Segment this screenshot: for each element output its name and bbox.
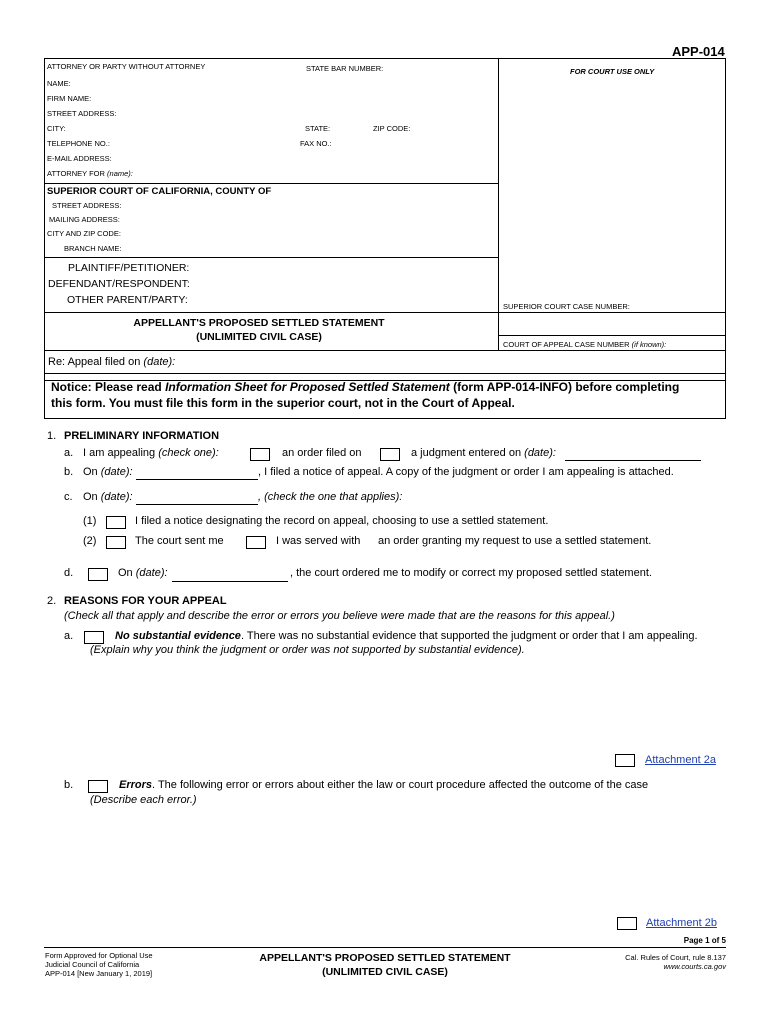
item-1c2-number: (2) — [83, 535, 97, 547]
item-1b-on — [83, 466, 133, 478]
judgment-entered-date-hint: (date): — [524, 447, 556, 459]
item-2b-letter: b. — [64, 779, 74, 791]
item-1c2-text: an order granting my request to use a settled statement. — [378, 535, 652, 547]
item-1d-on — [118, 567, 168, 579]
fax-label: FAX NO.: — [300, 139, 332, 148]
court-ordered-date-field[interactable] — [172, 581, 288, 582]
court-ordered-checkbox[interactable] — [88, 568, 108, 581]
footer-title-line1: APPELLANT'S PROPOSED SETTLED STATEMENT — [259, 952, 511, 964]
item-1b-text: , I filed a notice of appeal. A copy of the judgment or order I am appealing is attached. — [258, 466, 674, 478]
item-1a-letter: a. — [64, 447, 74, 459]
judgment-entered-checkbox[interactable] — [380, 448, 400, 461]
attachment-2b-checkbox[interactable] — [617, 917, 637, 930]
street-label: STREET ADDRESS: — [47, 109, 117, 118]
court-title: SUPERIOR COURT OF CALIFORNIA, COUNTY OF — [47, 186, 272, 197]
re-appeal-line — [48, 356, 175, 368]
item-1b-on-text: On — [83, 466, 98, 478]
state-bar-label: STATE BAR NUMBER: — [306, 64, 384, 73]
appeal-case-known: (if known): — [631, 340, 667, 349]
item-1c-on-text: On — [83, 491, 98, 503]
court-street-label: STREET ADDRESS: — [52, 201, 122, 210]
attachment-2b-link[interactable]: Attachment 2b — [646, 917, 717, 929]
case-number-separator — [498, 335, 726, 336]
item-1a-lead: I am appealing — [83, 447, 156, 459]
attorney-for-label — [47, 169, 133, 178]
item-2a-explain: (Explain why you think the judgment or order was not supported by substantial evidence). — [90, 644, 525, 656]
footer-title-line2: (UNLIMITED CIVIL CASE) — [322, 966, 448, 978]
item-1b-date-hint: (date): — [100, 466, 133, 478]
appeal-case-label — [503, 340, 666, 349]
re-appeal-separator — [44, 350, 726, 351]
item-2a-title: No substantial evidence — [115, 630, 241, 642]
notice-info-title: Information Sheet for Proposed Settled Statement — [165, 380, 450, 394]
order-filed-label: an order filed on — [282, 447, 362, 459]
item-2a-text — [115, 630, 698, 642]
order-filed-checkbox[interactable] — [250, 448, 270, 461]
re-appeal-date-hint: (date): — [143, 356, 176, 368]
served-with-label: I was served with — [276, 535, 361, 547]
item-1d-text: , the court ordered me to modify or correct my proposed settled statement. — [290, 567, 652, 579]
errors-checkbox[interactable] — [88, 780, 108, 793]
attorney-label: ATTORNEY OR PARTY WITHOUT ATTORNEY — [47, 62, 206, 71]
section1-number: 1. — [47, 430, 57, 442]
designated-record-label: I filed a notice designating the record on appeal, choosing to use a settled statement. — [135, 515, 549, 527]
item-1c1-number: (1) — [83, 515, 97, 527]
court-sent-label: The court sent me — [135, 535, 224, 547]
footer-revision: APP-014 [New January 1, 2019] — [45, 969, 153, 978]
phone-label: TELEPHONE NO.: — [47, 139, 110, 148]
email-label: E-MAIL ADDRESS: — [47, 154, 112, 163]
notice-of-appeal-date-field[interactable] — [136, 479, 258, 480]
item-1d-date-hint: (date): — [135, 567, 168, 579]
served-with-checkbox[interactable] — [246, 536, 266, 549]
page-number: Page 1 of 5 — [683, 936, 726, 945]
caption-title-line2: (UNLIMITED CIVIL CASE) — [196, 331, 322, 343]
footer-council: Judicial Council of California — [45, 960, 140, 969]
section2-title: REASONS FOR YOUR APPEAL — [64, 595, 227, 607]
no-substantial-evidence-checkbox[interactable] — [84, 631, 104, 644]
judgment-entered-label — [411, 447, 556, 459]
attorney-for-text: ATTORNEY FOR — [47, 169, 105, 178]
plaintiff-label: PLAINTIFF/PETITIONER: — [68, 262, 190, 274]
court-use-label: FOR COURT USE ONLY — [570, 67, 655, 76]
court-mailing-label: MAILING ADDRESS: — [49, 215, 120, 224]
section2-instructions: (Check all that apply and describe the error or errors you believe were made that are the reasons for this appeal.) — [64, 610, 615, 622]
footer-approved: Form Approved for Optional Use — [45, 951, 153, 960]
form-id: APP-014 — [672, 44, 725, 59]
item-2b-describe: (Describe each error.) — [90, 794, 197, 806]
item-1c-date-field[interactable] — [136, 504, 258, 505]
footer-website[interactable]: www.courts.ca.gov — [663, 962, 726, 971]
appeal-case-text: COURT OF APPEAL CASE NUMBER — [503, 340, 630, 349]
zip-label: ZIP CODE: — [373, 124, 411, 133]
state-label: STATE: — [305, 124, 331, 133]
section2-number: 2. — [47, 595, 57, 607]
court-branch-label: BRANCH NAME: — [64, 244, 122, 253]
attorney-for-name-hint: (name): — [107, 169, 133, 178]
item-1a-check-hint: (check one): — [158, 447, 219, 459]
city-label: CITY: — [47, 124, 66, 133]
item-1c-on — [83, 491, 133, 503]
court-separator — [44, 183, 498, 184]
notice-line2: this form. You must file this form in the superior court, not in the Court of Appeal. — [51, 396, 515, 410]
other-party-label: OTHER PARENT/PARTY: — [67, 294, 188, 306]
item-2b-text — [119, 779, 648, 791]
notice-suffix: (form APP-014-INFO) before completing — [449, 380, 680, 394]
attachment-2a-checkbox[interactable] — [615, 754, 635, 767]
item-1d-letter: d. — [64, 567, 74, 579]
caption-divider — [498, 58, 499, 350]
footer-rule — [44, 947, 726, 948]
judgment-date-field[interactable] — [565, 460, 701, 461]
attachment-2a-link[interactable]: Attachment 2a — [645, 754, 716, 766]
defendant-label: DEFENDANT/RESPONDENT: — [48, 278, 190, 290]
parties-separator — [44, 257, 498, 258]
re-appeal-text: Re: Appeal filed on — [48, 356, 141, 368]
item-1c-check-hint: , (check the one that applies): — [258, 491, 403, 503]
item-2a-letter: a. — [64, 630, 74, 642]
item-2b-body: . The following error or errors about either the law or court procedure affected the outcome of the case — [152, 779, 649, 791]
item-2b-title: Errors — [119, 779, 153, 791]
name-label: NAME: — [47, 79, 71, 88]
notice-prefix: Notice: Please read — [51, 380, 166, 394]
court-city-label: CITY AND ZIP CODE: — [47, 229, 121, 238]
item-1c-letter: c. — [64, 491, 73, 503]
court-sent-checkbox[interactable] — [106, 536, 126, 549]
firm-label: FIRM NAME: — [47, 94, 92, 103]
item-1d-on-text: On — [118, 567, 133, 579]
superior-case-label: SUPERIOR COURT CASE NUMBER: — [503, 302, 630, 311]
judgment-entered-text: a judgment entered on — [411, 447, 522, 459]
item-1b-letter: b. — [64, 466, 74, 478]
notice-line1 — [51, 380, 679, 394]
item-2a-body: . There was no substantial evidence that supported the judgment or order that I am appealing. — [240, 630, 698, 642]
item-1a-text — [83, 447, 219, 459]
section1-title: PRELIMINARY INFORMATION — [64, 430, 220, 442]
item-1c-date-hint: (date): — [100, 491, 133, 503]
title-separator — [44, 312, 726, 313]
designated-record-checkbox[interactable] — [106, 516, 126, 529]
item-2b-text-area[interactable] — [90, 812, 726, 912]
item-2a-text-area[interactable] — [90, 662, 726, 750]
caption-title-line1: APPELLANT'S PROPOSED SETTLED STATEMENT — [133, 317, 385, 329]
footer-rules: Cal. Rules of Court, rule 8.137 — [625, 953, 726, 962]
